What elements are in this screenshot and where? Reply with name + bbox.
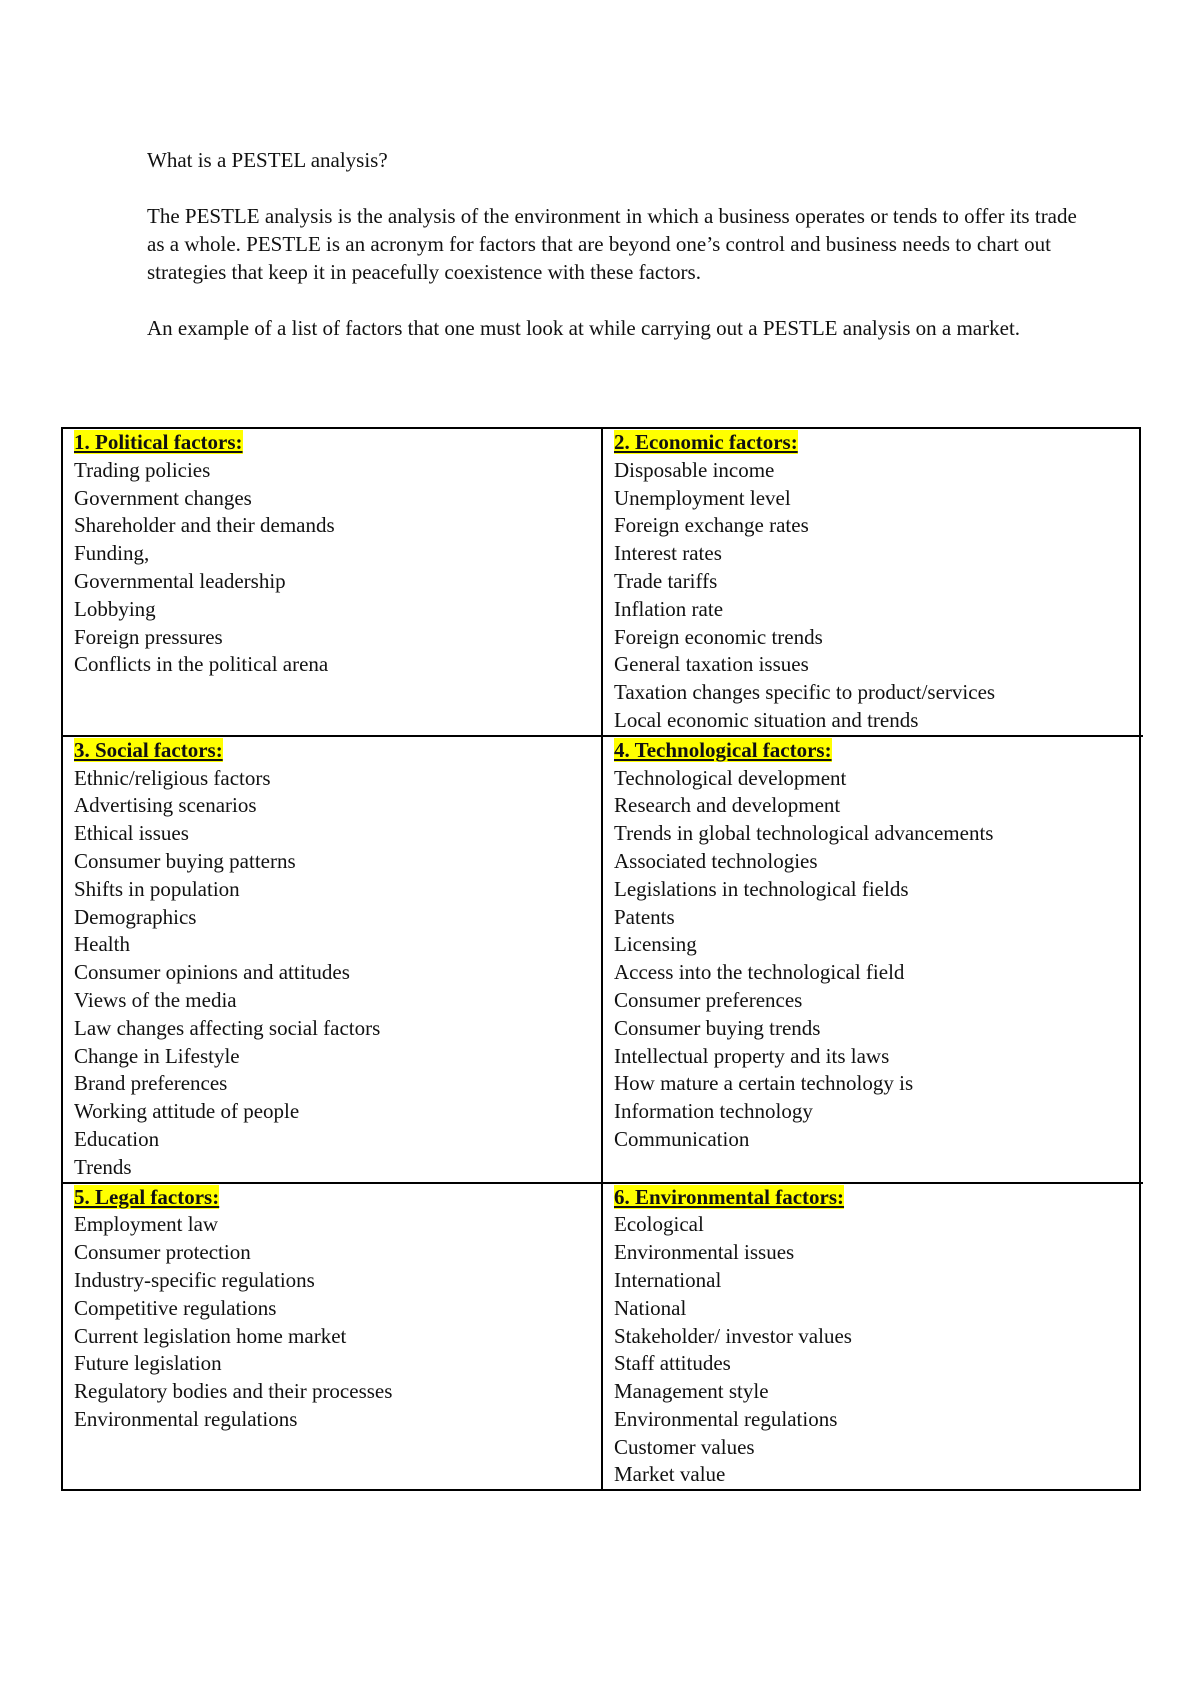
factor-item: Demographics bbox=[74, 904, 197, 929]
factor-item: Associated technologies bbox=[614, 848, 818, 873]
factor-item: Change in Lifestyle bbox=[74, 1043, 240, 1068]
factor-item: Environmental issues bbox=[614, 1240, 795, 1265]
factor-item: Consumer buying trends bbox=[614, 1015, 821, 1040]
intro-paragraph-2: An example of a list of factors that one must look at while carrying out a PESTLE analysis on a market. bbox=[147, 316, 1021, 340]
factor-item: National bbox=[614, 1295, 687, 1320]
factor-heading-environmental: 6. Environmental factors: bbox=[614, 1184, 845, 1209]
intro-question: What is a PESTEL analysis? bbox=[147, 148, 388, 172]
factor-item: Education bbox=[74, 1126, 160, 1151]
factor-item: Environmental regulations bbox=[614, 1406, 838, 1431]
factor-heading-political: 1. Political factors: bbox=[74, 430, 243, 454]
factor-item: Consumer protection bbox=[74, 1240, 251, 1265]
factor-item: Legislations in technological fields bbox=[614, 876, 909, 901]
factor-item: Access into the technological field bbox=[614, 960, 905, 985]
intro-paragraph-1: The PESTLE analysis is the analysis of the environment in which a business operates or tends to offer its trade as a whole. PESTLE is an acronym for factors that are beyond one’s control and business needs to chart out strategies that keep it in peacefully coexistence with these factors. bbox=[147, 204, 1077, 284]
factor-item: Industry-specific regulations bbox=[74, 1267, 315, 1292]
factor-item: Trade tariffs bbox=[614, 568, 718, 593]
factor-item: How mature a certain technology is bbox=[614, 1071, 914, 1096]
factor-item: Patents bbox=[614, 904, 675, 929]
factor-item: Consumer opinions and attitudes bbox=[74, 960, 350, 985]
factor-item: International bbox=[614, 1267, 722, 1292]
factor-item: Employment law bbox=[74, 1212, 219, 1237]
factor-item: Governmental leadership bbox=[74, 568, 286, 593]
factor-item: Communication bbox=[614, 1126, 750, 1151]
factor-item: Brand preferences bbox=[74, 1071, 228, 1096]
factor-item: Health bbox=[74, 932, 130, 957]
pestle-table bbox=[61, 427, 1141, 1491]
factor-item: Consumer preferences bbox=[614, 987, 803, 1012]
factor-heading-technological: 4. Technological factors: bbox=[614, 737, 832, 762]
factor-item: Law changes affecting social factors bbox=[74, 1015, 381, 1040]
factor-item: Ethnic/religious factors bbox=[74, 765, 271, 790]
factor-item: Intellectual property and its laws bbox=[614, 1043, 890, 1068]
factor-item: Stakeholder/ investor values bbox=[614, 1323, 852, 1348]
factor-item: Inflation rate bbox=[614, 596, 724, 621]
factor-item: Trading policies bbox=[74, 457, 211, 482]
factor-heading-social: 3. Social factors: bbox=[74, 737, 223, 762]
factor-heading-economic: 2. Economic factors: bbox=[614, 430, 798, 454]
factor-item: Management style bbox=[614, 1379, 769, 1404]
factor-item: Interest rates bbox=[614, 541, 722, 566]
factor-item: Shareholder and their demands bbox=[74, 513, 335, 538]
factor-item: Regulatory bodies and their processes bbox=[74, 1379, 393, 1404]
factor-item: Environmental regulations bbox=[74, 1406, 298, 1431]
factor-item: Customer values bbox=[614, 1434, 755, 1459]
intro-section bbox=[147, 146, 1077, 370]
factor-item: Ecological bbox=[614, 1212, 704, 1237]
factor-item: Trends in global technological advancements bbox=[614, 821, 994, 846]
factor-cell-technological bbox=[603, 737, 1143, 1184]
factor-cell-legal bbox=[63, 1184, 603, 1490]
factor-item: Foreign pressures bbox=[74, 624, 223, 649]
factor-item: Conflicts in the political arena bbox=[74, 652, 329, 677]
factor-item: Trends bbox=[74, 1154, 132, 1179]
factor-item: Market value bbox=[614, 1462, 726, 1487]
factor-cell-political bbox=[63, 429, 603, 737]
factor-item: Staff attitudes bbox=[614, 1351, 731, 1376]
factor-item: Competitive regulations bbox=[74, 1295, 277, 1320]
factor-item: Disposable income bbox=[614, 457, 775, 482]
factor-item: Lobbying bbox=[74, 596, 156, 621]
factor-cell-economic bbox=[603, 429, 1143, 737]
factor-item: Taxation changes specific to product/services bbox=[614, 680, 996, 705]
factor-cell-environmental bbox=[603, 1184, 1143, 1490]
factor-cell-social bbox=[63, 737, 603, 1184]
factor-item: General taxation issues bbox=[614, 652, 809, 677]
factor-item: Foreign exchange rates bbox=[614, 513, 809, 538]
factor-item: Local economic situation and trends bbox=[614, 707, 919, 732]
factor-item: Unemployment level bbox=[614, 485, 791, 510]
factor-item: Research and development bbox=[614, 793, 841, 818]
factor-item: Funding, bbox=[74, 541, 150, 566]
factor-item: Working attitude of people bbox=[74, 1099, 300, 1124]
factor-item: Information technology bbox=[614, 1099, 813, 1124]
factor-item: Government changes bbox=[74, 485, 252, 510]
factor-item: Advertising scenarios bbox=[74, 793, 257, 818]
factor-item: Ethical issues bbox=[74, 821, 189, 846]
factor-item: Shifts in population bbox=[74, 876, 240, 901]
factor-item: Consumer buying patterns bbox=[74, 848, 296, 873]
factor-item: Future legislation bbox=[74, 1351, 222, 1376]
factor-item: Licensing bbox=[614, 932, 697, 957]
factor-item: Current legislation home market bbox=[74, 1323, 347, 1348]
factor-heading-legal: 5. Legal factors: bbox=[74, 1184, 220, 1209]
factor-item: Views of the media bbox=[74, 987, 237, 1012]
factor-item: Technological development bbox=[614, 765, 847, 790]
factor-item: Foreign economic trends bbox=[614, 624, 823, 649]
